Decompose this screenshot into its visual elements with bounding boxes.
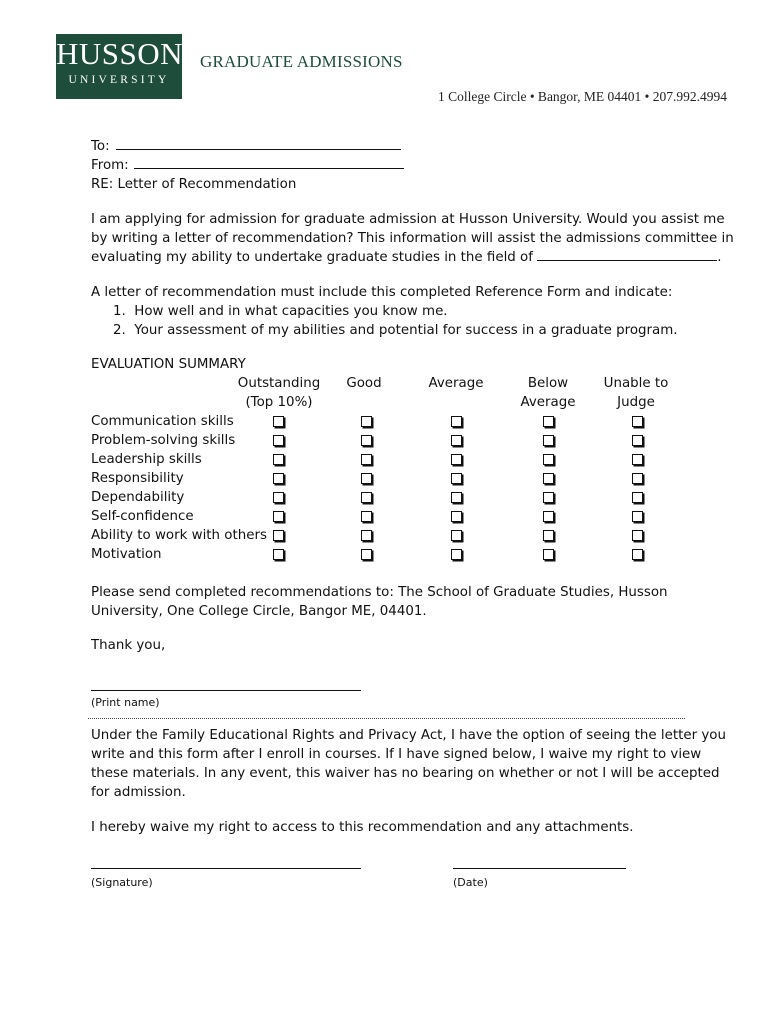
rating-checkbox[interactable] [632,511,643,522]
rating-checkbox[interactable] [543,530,554,541]
evaluation-row-label: Dependability [91,490,185,505]
column-header-line: Judge [617,395,655,410]
rating-checkbox[interactable] [543,549,554,560]
column-header-good [334,374,394,393]
send-to-paragraph [91,583,668,621]
evaluation-row-label: Self-confidence [91,509,194,524]
intro-period: . [717,250,722,265]
logo-subtitle: UNIVERSITY [68,74,170,86]
header-address: 1 College Circle • Bangor, ME 04401 • 207.992.4994 [437,89,727,104]
to-field[interactable] [116,137,401,150]
ferpa-line: for admission. [91,785,186,800]
intro-line: I am applying for admission for graduate admission at Husson University. Would you assist me [91,212,725,227]
list-item-text: Your assessment of my abilities and potential for success in a graduate program. [134,323,678,338]
rating-checkbox[interactable] [451,530,462,541]
rating-checkbox[interactable] [273,511,284,522]
rating-checkbox[interactable] [543,492,554,503]
to-label: To: [91,139,110,154]
rating-checkbox[interactable] [632,549,643,560]
column-header-unable-to-judge [598,374,674,412]
date-field[interactable] [453,868,626,869]
column-header-below-average [514,374,582,412]
rating-checkbox[interactable] [273,530,284,541]
rating-checkbox[interactable] [451,473,462,484]
rating-checkbox[interactable] [451,435,462,446]
re-line: RE: Letter of Recommendation [91,177,297,192]
from-label: From: [91,158,129,173]
intro-paragraph [91,210,734,267]
column-header-line: Good [346,376,382,391]
print-name-label: (Print name) [91,696,160,709]
column-header-outstanding [232,374,326,412]
column-header-line: (Top 10%) [245,395,313,410]
column-header-line: Outstanding [237,376,321,391]
rating-checkbox[interactable] [632,530,643,541]
print-name-field[interactable] [91,690,361,691]
rating-checkbox[interactable] [361,416,372,427]
intro-line: by writing a letter of recommendation? This information will assist the admissions committee in [91,231,734,246]
rating-checkbox[interactable] [632,473,643,484]
rating-checkbox[interactable] [361,549,372,560]
rating-checkbox[interactable] [273,549,284,560]
send-to-line: Please send completed recommendations to: The School of Graduate Studies, Husson [91,585,668,600]
evaluation-row-label: Leadership skills [91,452,202,467]
date-label: (Date) [453,876,488,889]
field-of-study-field[interactable] [537,248,717,261]
intro-line: evaluating my ability to undertake graduate studies in the field of [91,250,533,265]
evaluation-row-label: Communication skills [91,414,234,429]
evaluation-title: EVALUATION SUMMARY [91,357,246,372]
husson-logo [56,34,182,99]
rating-checkbox[interactable] [543,416,554,427]
closing: Thank you, [91,638,166,653]
column-header-line: Unable to [603,376,669,391]
rating-checkbox[interactable] [632,454,643,465]
rating-checkbox[interactable] [273,416,284,427]
rating-checkbox[interactable] [361,492,372,503]
rating-checkbox[interactable] [273,473,284,484]
column-header-line: Below [527,376,569,391]
evaluation-row-label: Ability to work with others [91,528,267,543]
rating-checkbox[interactable] [632,435,643,446]
column-header-average [420,374,492,393]
page-title: GRADUATE ADMISSIONS [200,52,403,71]
ferpa-line: write and this form after I enroll in courses. If I have signed below, I waive my right to view [91,747,702,762]
rating-checkbox[interactable] [361,530,372,541]
ferpa-line: Under the Family Educational Rights and Privacy Act, I have the option of seeing the letter you [91,728,726,743]
list-number: 1. [113,304,126,319]
column-header-line: Average [520,395,576,410]
rating-checkbox[interactable] [361,435,372,446]
divider [88,718,685,719]
column-header-line: Average [428,376,484,391]
evaluation-row-label: Responsibility [91,471,184,486]
send-to-line: University, One College Circle, Bangor ME, 04401. [91,604,427,619]
signature-field[interactable] [91,868,361,869]
requirements [91,283,678,340]
memo-block [91,137,404,194]
ferpa-line: these materials. In any event, this waiver has no bearing on whether or not I will be accepted [91,766,720,781]
evaluation-row-label: Motivation [91,547,162,562]
rating-checkbox[interactable] [361,454,372,465]
list-item [91,302,678,321]
rating-checkbox[interactable] [632,416,643,427]
rating-checkbox[interactable] [543,473,554,484]
list-item [91,321,678,340]
ferpa-paragraph [91,726,726,802]
waiver-statement: I hereby waive my right to access to this recommendation and any attachments. [91,820,634,835]
rating-checkbox[interactable] [451,511,462,522]
evaluation-row-label: Problem-solving skills [91,433,236,448]
rating-checkbox[interactable] [543,435,554,446]
rating-checkbox[interactable] [451,454,462,465]
rating-checkbox[interactable] [632,492,643,503]
rating-checkbox[interactable] [361,473,372,484]
from-field[interactable] [134,156,404,169]
requirements-lead: A letter of recommendation must include this completed Reference Form and indicate: [91,285,673,300]
list-item-text: How well and in what capacities you know me. [134,304,448,319]
rating-checkbox[interactable] [451,416,462,427]
rating-checkbox[interactable] [361,511,372,522]
rating-checkbox[interactable] [273,435,284,446]
list-number: 2. [113,323,126,338]
rating-checkbox[interactable] [273,492,284,503]
logo-wordmark: HUSSON [56,36,184,71]
rating-checkbox[interactable] [543,511,554,522]
rating-checkbox[interactable] [543,454,554,465]
rating-checkbox[interactable] [451,492,462,503]
rating-checkbox[interactable] [451,549,462,560]
signature-label: (Signature) [91,876,153,889]
rating-checkbox[interactable] [273,454,284,465]
